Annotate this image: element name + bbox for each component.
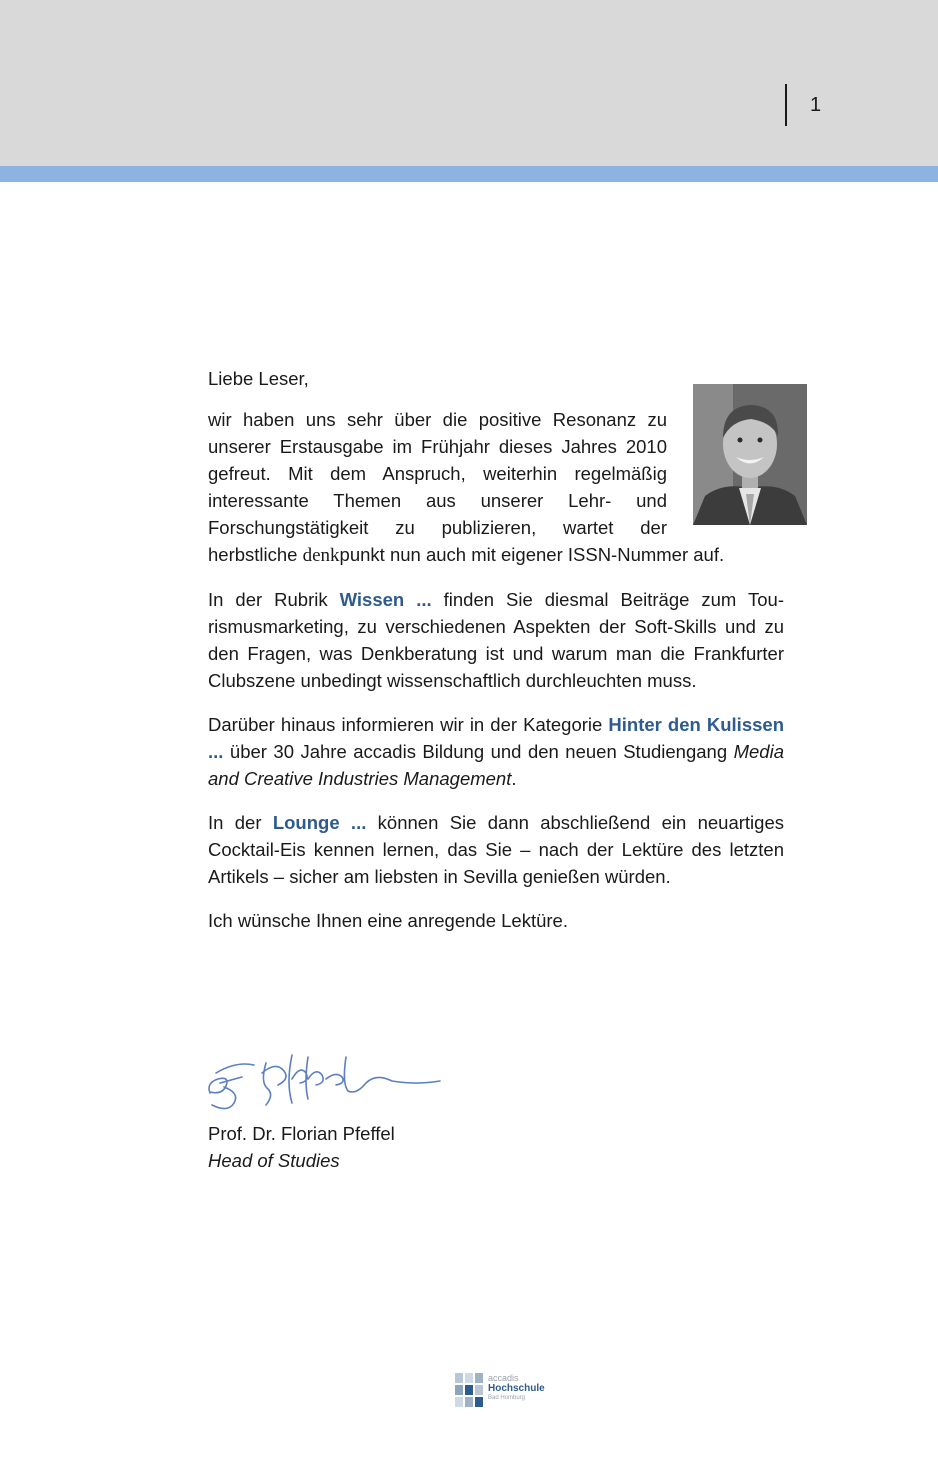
- page-number: 1: [810, 94, 822, 116]
- program-name: Media and Creative Industries Management: [208, 741, 784, 789]
- portrait-photo-icon: [693, 384, 807, 525]
- author-portrait: [693, 384, 807, 525]
- paragraph-wissen: In der Rubrik Wissen ... finden Sie diesmal Beiträge zum Tourismusmarketing, zu verschiedenen Aspekten der Soft-Skills und zu den Fragen, was Denkberatung ist und warum man die Frankfurter Clubszene unbedingt wissenschaftlich durchleuchten muss.: [208, 589, 785, 691]
- header-band: [0, 0, 938, 166]
- signer-block: [208, 1120, 395, 1174]
- paragraph-kulissen: Darüber hinaus informieren wir in der Kategorie Hinter den Kulissen ... über 30 Jahre accadis Bildung und den neuen Studiengang Media and Creative Industries Management.: [208, 714, 784, 789]
- highlight-wissen: Wissen ...: [339, 589, 432, 610]
- signer-name: Prof. Dr. Florian Pfeffel: [208, 1123, 395, 1144]
- handwritten-signature: [196, 1043, 446, 1118]
- paragraph-intro: wir haben uns sehr über die positive Resonanz zu unserer Erstausgabe im Frühjahr dieses Jahres 2010 gefreut. Mit dem Anspruch, weiterhin regelmäßig interessante Themen aus unserer Lehr- und Forschungstätigkeit zu publizieren, wartet der herbstliche denkpunkt nun auch mit eigener ISSN-Nummer auf.: [208, 406, 784, 569]
- logo-grid-icon: [455, 1373, 485, 1407]
- salutation: Liebe Leser,: [208, 368, 309, 389]
- closing-line: Ich wünsche Ihnen eine anregende Lektüre.: [208, 910, 568, 931]
- highlight-lounge: Lounge ...: [272, 812, 367, 833]
- editorial-letter: [208, 365, 784, 951]
- accadis-hochschule-logo: [455, 1373, 545, 1407]
- highlight-hinter-den-kulissen: Hinter den Kulissen ...: [208, 714, 784, 762]
- brand-denkpunkt: denk: [302, 545, 340, 566]
- signer-role: Head of Studies: [208, 1150, 340, 1171]
- page-number-divider: [785, 84, 787, 126]
- logo-wordmark: accadis Hochschule Bad Homburg: [488, 1373, 545, 1401]
- paragraph-lounge: In der Lounge ... können Sie dann abschließend ein neuartiges Cocktail-Eis kennen lernen, das Sie – nach der Lektüre des letzten Artikels – sicher am liebsten in Sevilla genießen würden.: [208, 812, 784, 887]
- accent-stripe: [0, 166, 938, 182]
